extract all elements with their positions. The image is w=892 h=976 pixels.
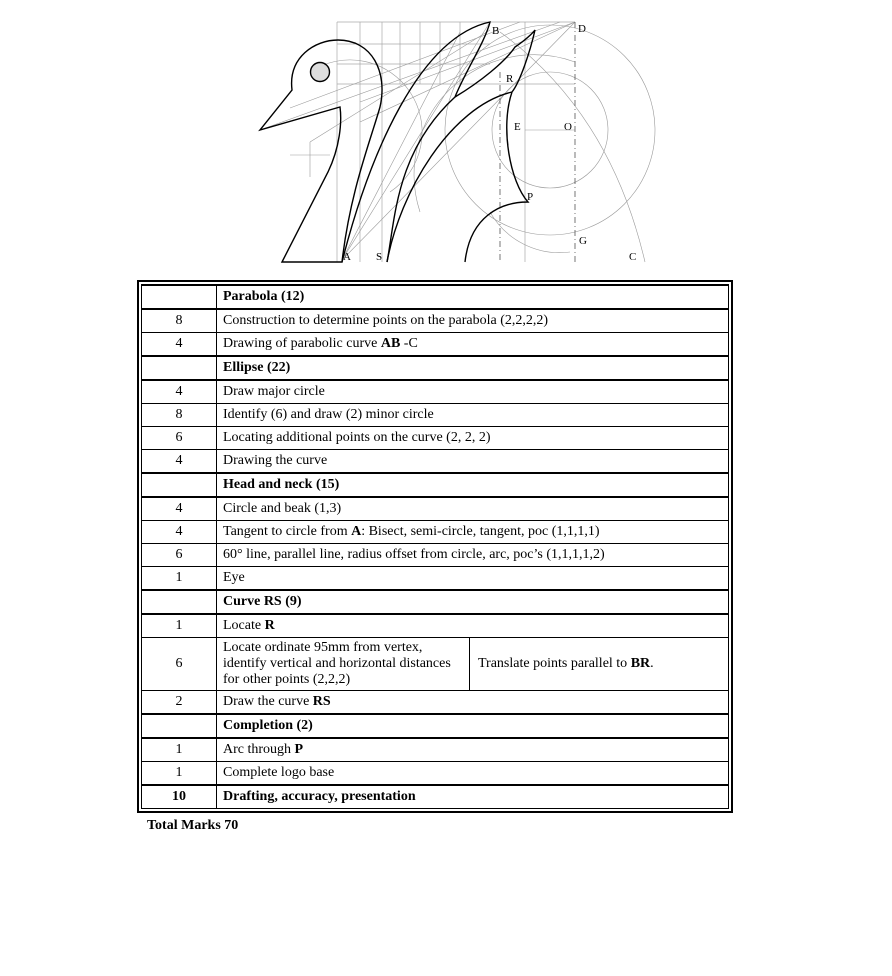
mark-cell: 2 bbox=[142, 691, 217, 715]
section-row bbox=[142, 714, 729, 738]
description-cell bbox=[217, 691, 729, 715]
description-cell bbox=[217, 356, 729, 380]
label-s: S bbox=[376, 251, 383, 263]
text-run: Completion (2) bbox=[223, 718, 313, 733]
bold-label: A bbox=[351, 524, 362, 539]
label-r: R bbox=[506, 73, 514, 85]
table-row bbox=[142, 333, 729, 357]
mark-cell: 1 bbox=[142, 762, 217, 786]
text-run: Construction to determine points on the parabola (2,2,2,2) bbox=[223, 313, 549, 328]
mark-cell: 4 bbox=[142, 333, 217, 357]
mark-cell: 6 bbox=[142, 427, 217, 450]
total-marks: Total Marks 70 bbox=[147, 818, 239, 833]
description-cell bbox=[217, 590, 729, 614]
construction-lines bbox=[260, 22, 655, 262]
mark-cell: 1 bbox=[142, 567, 217, 591]
text-run: Translate points parallel to bbox=[478, 656, 631, 671]
bold-label: AB bbox=[380, 336, 401, 351]
description-cell bbox=[217, 473, 729, 497]
description-cell bbox=[217, 497, 729, 521]
text-run: Locate ordinate 95mm from vertex, identify vertical and horizontal distances for other points (2,2,2) bbox=[223, 640, 451, 687]
mark-cell: 6 bbox=[142, 638, 217, 691]
text-run: Eye bbox=[223, 570, 245, 585]
logo-outline bbox=[260, 22, 535, 262]
table-row bbox=[142, 427, 729, 450]
label-e: E bbox=[514, 121, 521, 133]
description-cell bbox=[217, 567, 729, 591]
text-run: Arc through bbox=[223, 742, 295, 757]
text-run: Curve RS (9) bbox=[223, 594, 302, 609]
text-run: Circle and beak (1,3) bbox=[223, 501, 342, 516]
label-a: A bbox=[343, 251, 351, 263]
construction-centre-line bbox=[500, 22, 575, 262]
mark-cell bbox=[142, 590, 217, 614]
mark-cell: 4 bbox=[142, 497, 217, 521]
logo-construction-drawing bbox=[250, 12, 670, 274]
table-row bbox=[142, 691, 729, 715]
table-row bbox=[142, 450, 729, 474]
label-c: C bbox=[629, 251, 637, 263]
text-run: Locate bbox=[223, 618, 265, 633]
table-row bbox=[142, 521, 729, 544]
mark-cell: 8 bbox=[142, 404, 217, 427]
table-row bbox=[142, 380, 729, 404]
text-run: Drawing of parabolic curve bbox=[223, 336, 381, 351]
table-row bbox=[142, 567, 729, 591]
point-labels bbox=[343, 23, 636, 263]
description-cell bbox=[217, 333, 729, 357]
description-cell bbox=[217, 521, 729, 544]
description-cell bbox=[217, 785, 729, 809]
text-run: Ellipse (22) bbox=[223, 360, 291, 375]
mark-cell bbox=[142, 356, 217, 380]
memo-table bbox=[141, 284, 729, 809]
mark-cell bbox=[142, 285, 217, 309]
table-row bbox=[142, 404, 729, 427]
description-cell bbox=[217, 614, 729, 638]
description-cell bbox=[217, 762, 729, 786]
text-run: Head and neck (15) bbox=[223, 477, 340, 492]
description-cell bbox=[217, 714, 729, 738]
bold-label: BR bbox=[630, 656, 651, 671]
table-row bbox=[142, 497, 729, 521]
text-run: Draw the curve bbox=[223, 694, 313, 709]
mark-cell: 6 bbox=[142, 544, 217, 567]
bold-label: R bbox=[264, 618, 275, 633]
label-g: G bbox=[579, 235, 587, 247]
mark-cell bbox=[142, 714, 217, 738]
text-run: Identify (6) and draw (2) minor circle bbox=[223, 407, 434, 422]
final-row bbox=[142, 785, 729, 809]
bold-label: P bbox=[294, 742, 304, 757]
section-row bbox=[142, 590, 729, 614]
mark-cell: 4 bbox=[142, 380, 217, 404]
mark-cell: 1 bbox=[142, 738, 217, 762]
mark-cell bbox=[142, 473, 217, 497]
mark-cell: 4 bbox=[142, 450, 217, 474]
table-row bbox=[142, 738, 729, 762]
description-cell bbox=[217, 309, 729, 333]
text-run: -C bbox=[400, 336, 418, 351]
text-run: Complete logo base bbox=[223, 765, 335, 780]
mark-cell: 10 bbox=[142, 785, 217, 809]
section-row bbox=[142, 285, 729, 309]
table-row bbox=[142, 614, 729, 638]
split-cell bbox=[223, 638, 728, 690]
description-cell bbox=[217, 544, 729, 567]
label-o: O bbox=[564, 121, 572, 133]
text-run: Parabola (12) bbox=[223, 289, 305, 304]
section-row bbox=[142, 356, 729, 380]
description-cell bbox=[217, 738, 729, 762]
text-run: Locating additional points on the curve (2, 2, 2) bbox=[223, 430, 491, 445]
marking-memo-table bbox=[137, 280, 733, 813]
table-row bbox=[142, 309, 729, 333]
text-run: : Bisect, semi-circle, tangent, poc (1,1,1,1) bbox=[361, 524, 600, 539]
description-cell bbox=[217, 638, 729, 691]
description-cell bbox=[217, 285, 729, 309]
table-row bbox=[142, 638, 729, 691]
label-b: B bbox=[492, 25, 500, 37]
ordinate-instruction bbox=[223, 638, 470, 690]
section-row bbox=[142, 473, 729, 497]
table-row bbox=[142, 544, 729, 567]
bold-label: RS bbox=[312, 694, 331, 709]
mark-cell: 1 bbox=[142, 614, 217, 638]
text-run: Draw major circle bbox=[223, 384, 325, 399]
description-cell bbox=[217, 427, 729, 450]
description-cell bbox=[217, 404, 729, 427]
text-run: Drafting, accuracy, presentation bbox=[223, 789, 416, 804]
label-d: D bbox=[578, 23, 586, 35]
label-p: P bbox=[527, 191, 534, 203]
mark-cell: 4 bbox=[142, 521, 217, 544]
text-run: Tangent to circle from bbox=[223, 524, 352, 539]
table-row bbox=[142, 762, 729, 786]
text-run: Drawing the curve bbox=[223, 453, 328, 468]
text-run: 60° line, parallel line, radius offset from circle, arc, poc’s (1,1,1,1,2) bbox=[223, 547, 605, 562]
description-cell bbox=[217, 450, 729, 474]
translate-instruction bbox=[470, 638, 729, 690]
text-run: . bbox=[650, 656, 654, 671]
mark-cell: 8 bbox=[142, 309, 217, 333]
description-cell bbox=[217, 380, 729, 404]
